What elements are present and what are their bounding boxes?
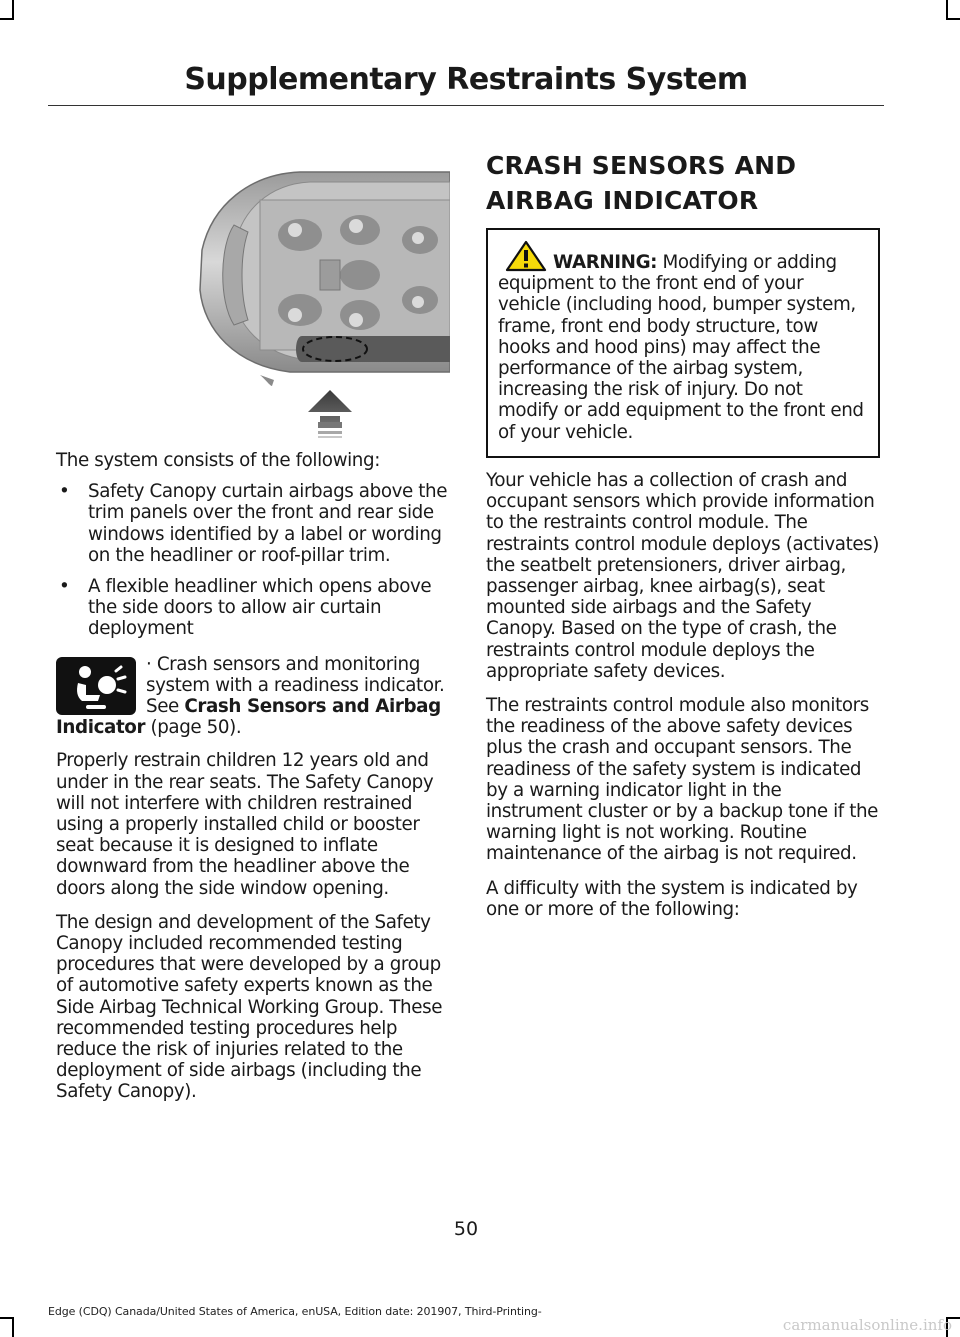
section-heading: CRASH SENSORS AND AIRBAG INDICATOR (486, 151, 797, 215)
child-restraint-paragraph: Properly restrain children 12 years old and under in the rear seats. The Safety Canopy will not interfere with children restrained using a properly installed child or booster seat because it is designed to inflate downward from the headliner above the doors along the side window opening. (56, 750, 434, 899)
system-intro: The system consists of the following: (56, 450, 380, 471)
page-number: 50 (453, 1218, 479, 1240)
crop-mark (946, 18, 960, 20)
title-divider (48, 105, 884, 106)
crash-sensor-page-ref: (page 50). (145, 717, 242, 739)
component-list (56, 481, 448, 639)
crash-sensor-text: · Crash sensors and monitoring system with a readiness indicator. See (146, 653, 445, 718)
left-column (56, 450, 448, 1116)
warning-label: WARNING: (553, 252, 658, 273)
warning-triangle-icon (505, 240, 547, 272)
crash-sensor-link[interactable]: Crash Sensors and Airbag Indicator (56, 696, 441, 739)
difficulty-paragraph: A difficulty with the system is indicated by one or more of the following: (486, 877, 858, 920)
crop-mark (12, 1317, 14, 1337)
watermark: carmanualsonline.info (782, 1316, 952, 1334)
warning-box (486, 228, 880, 458)
sensors-paragraph: Your vehicle has a collection of crash and occupant sensors which provide information to the restraints control module. The restraints control module deploys (activates) the seatbelt pretensioners, driver airbag, passenger airbag, knee airbag(s), seat mounted side airbags and the Safety Canopy. Based on the type of crash, the restraints control module deploys the appropriate safety devices. (486, 470, 880, 682)
vehicle-top-view-illustration (190, 150, 450, 440)
airbag-indicator-icon (56, 657, 136, 715)
readiness-paragraph: The restraints control module also monitors the readiness of the above safety devices plus the crash and occupant sensors. The readiness of the safety system is indicated by a warning indicator light in the instrument cluster or by a backup tone if the warning light is not working. Routine maintenance of the airbag is not required. (486, 695, 879, 865)
crop-mark (0, 1317, 14, 1319)
list-item: • A flexible headliner which opens above the side doors to allow air curtain deployment (56, 576, 448, 640)
page-title: Supplementary Restraints System (184, 62, 748, 97)
crash-sensor-item (56, 654, 448, 739)
warning-text: Modifying or adding equipment to the front end of your vehicle (including hood, bumper system, frame, front end body structure, tow hooks and hood pins) may affect the performance of the airbag system, increasing the risk of injury. Do not modify or add equipment to the front end of your vehicle. (498, 252, 864, 443)
crop-mark (12, 0, 14, 20)
right-column (486, 470, 880, 933)
crop-mark (0, 18, 14, 20)
edition-footer: Edge (CDQ) Canada/United States of America, enUSA, Edition date: 201907, Third-Printing- (48, 1305, 542, 1318)
list-item: • Safety Canopy curtain airbags above the trim panels over the front and rear side windows identified by a label or wording on the headliner or roof-pillar trim. (56, 481, 448, 566)
testing-procedures-paragraph: The design and development of the Safety Canopy included recommended testing procedures that were developed by a group of automotive safety experts known as the Side Airbag Technical Working Group. These recommended testing procedures help reduce the risk of injuries related to the deployment of side airbags (including the Safety Canopy). (56, 911, 443, 1103)
crop-mark (946, 0, 948, 20)
